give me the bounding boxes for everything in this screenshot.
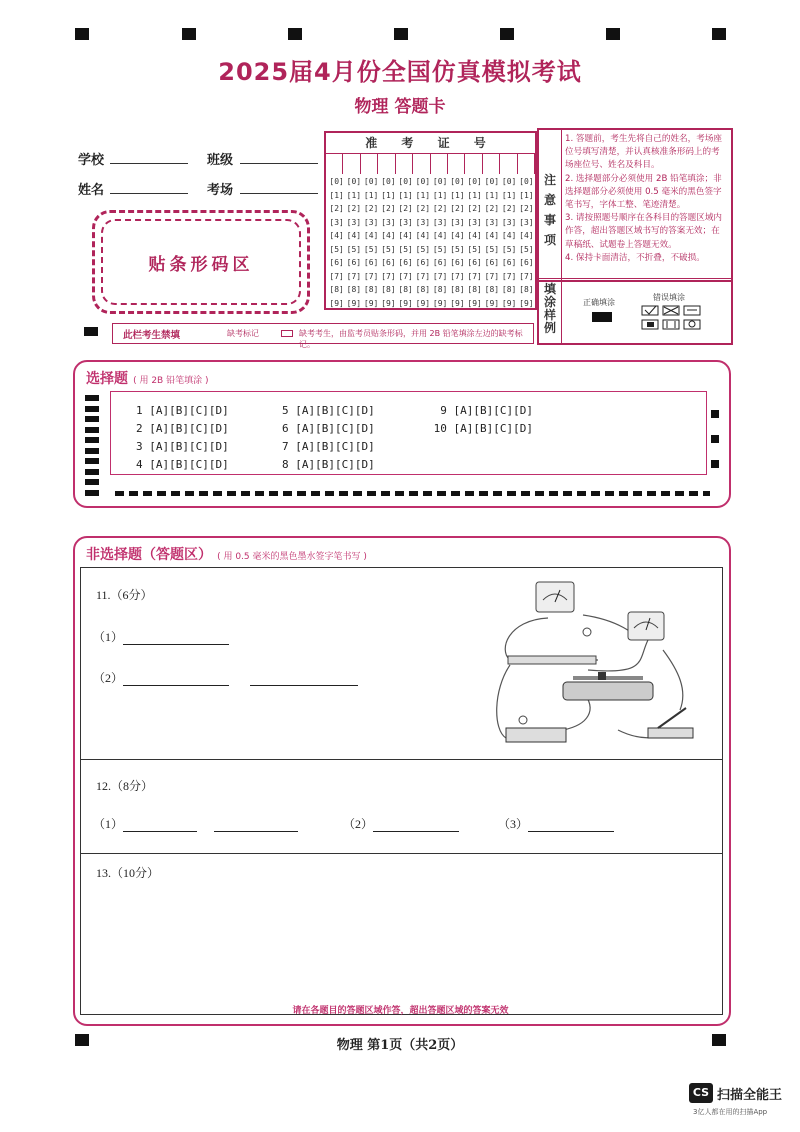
page-title: 2025届4月份全国仿真模拟考试	[218, 58, 582, 86]
exam-id-bubble[interactable]: [9]	[346, 298, 362, 308]
exam-id-bubble[interactable]: [0]	[501, 177, 517, 186]
choice-item[interactable]: 5 [A][B][C][D]	[282, 404, 375, 417]
school-label: 学校	[78, 153, 105, 168]
exam-id-bubble[interactable]: [9]	[519, 298, 534, 308]
exam-id-bubble[interactable]: [9]	[415, 298, 431, 308]
exam-id-bubble[interactable]: [4]	[484, 231, 500, 240]
exam-id-bubble[interactable]: [6]	[346, 258, 362, 267]
correct-fill-icon	[592, 312, 612, 322]
correct-fill-label: 正确填涂	[583, 298, 615, 307]
exam-id-bubble[interactable]: [9]	[501, 298, 517, 308]
choice-item[interactable]: 9 [A][B][C][D]	[440, 404, 533, 417]
exam-id-bubble[interactable]: [2]	[398, 204, 413, 213]
exam-id-bubble[interactable]: [4]	[432, 231, 448, 240]
exam-id-bubble[interactable]: [4]	[450, 231, 465, 240]
exam-id-bubble[interactable]: [4]	[329, 231, 344, 240]
exam-id-write-cell[interactable]	[396, 154, 413, 174]
exam-id-bubble[interactable]: [4]	[346, 231, 362, 240]
q12-part3-label: （3）	[498, 817, 529, 831]
exam-id-write-cell[interactable]	[413, 154, 430, 174]
exam-id-bubble[interactable]: [8]	[329, 285, 344, 294]
note-line: 2. 选择题部分必须使用 2B 铅笔填涂；非选择题部分必须使用 0.5 毫米的黑色签字笔书写，字体工整、笔迹清楚。	[565, 173, 722, 211]
timing-mark	[75, 28, 89, 40]
exam-id-bubble[interactable]: [3]	[467, 217, 482, 227]
q12-part2-label: （2）	[343, 817, 374, 831]
exam-id-bubble[interactable]: [3]	[381, 217, 396, 227]
exam-id-digit-row	[328, 177, 535, 191]
exam-id-write-cell[interactable]	[483, 154, 500, 174]
exam-id-bubble[interactable]: [6]	[519, 258, 534, 267]
exam-id-bubble[interactable]: [0]	[398, 177, 413, 186]
choice-title: 选择题	[86, 371, 128, 387]
exam-id-write-cell[interactable]	[465, 154, 482, 174]
exam-id-bubble[interactable]: [0]	[484, 177, 500, 186]
exam-id-bubbles[interactable]	[328, 177, 535, 312]
exam-id-write-cell[interactable]	[448, 154, 465, 174]
q12-label: 12.（8分）	[96, 779, 154, 793]
answer-blank[interactable]	[123, 673, 229, 686]
exam-id-bubble[interactable]: [7]	[432, 271, 448, 281]
banned-label: 此栏考生禁填	[123, 330, 181, 341]
exam-id-bubble[interactable]: [5]	[329, 244, 344, 254]
exam-id-write-cells[interactable]	[326, 154, 535, 174]
exam-id-bubble[interactable]: [1]	[519, 190, 534, 200]
exam-id-write-cell[interactable]	[431, 154, 448, 174]
exam-id-bubble[interactable]: [1]	[398, 190, 413, 200]
exam-id-bubble[interactable]: [8]	[432, 285, 448, 294]
exam-id-write-cell[interactable]	[343, 154, 360, 174]
exam-id-digit-row	[328, 204, 535, 218]
scanner-name: 扫描全能王	[717, 1088, 783, 1103]
answer-blank[interactable]	[214, 819, 298, 832]
note-line: 1. 答题前，考生先将自己的姓名，考场座位号填写清楚，并认真核准条形码上的考场座位号、姓名及科目。	[565, 134, 723, 171]
room-label: 考场	[207, 183, 234, 198]
exam-id-digit-row	[328, 231, 535, 245]
exam-id-bubble[interactable]: [7]	[381, 271, 396, 281]
choice-dash-track	[115, 491, 710, 496]
exam-id-bubble[interactable]: [7]	[467, 271, 482, 281]
timing-mark	[85, 427, 99, 433]
note-line: 4. 保持卡面清洁，不折叠，不破损。	[565, 252, 705, 263]
timing-mark	[182, 28, 196, 40]
school-field[interactable]	[110, 162, 188, 164]
exam-id-bubble[interactable]: [6]	[329, 258, 344, 267]
exam-id-bubble[interactable]: [2]	[381, 204, 396, 213]
exam-id-bubble[interactable]: [1]	[501, 190, 517, 200]
exam-id-bubble[interactable]: [0]	[467, 177, 482, 186]
exam-id-bubble[interactable]: [1]	[432, 190, 448, 200]
exam-id-bubble[interactable]: [7]	[415, 271, 431, 281]
question-divider	[81, 853, 722, 854]
exam-id-bubble[interactable]: [3]	[450, 217, 465, 227]
exam-id-bubble[interactable]: [3]	[432, 217, 448, 227]
notes-text	[565, 133, 728, 265]
exam-id-bubble[interactable]: [9]	[450, 298, 465, 308]
answer-blank[interactable]	[250, 673, 358, 686]
exam-id-bubble[interactable]: [2]	[484, 204, 500, 213]
exam-id-bubble[interactable]: [2]	[501, 204, 517, 213]
exam-id-digit-row	[328, 272, 535, 286]
exam-id-bubble[interactable]: [2]	[432, 204, 448, 213]
exam-id-bubble[interactable]: [3]	[415, 217, 431, 227]
choice-item[interactable]: 1 [A][B][C][D]	[136, 404, 229, 417]
exam-id-bubble[interactable]: [5]	[519, 244, 534, 254]
nonchoice-note: ( 用 0.5 毫米的黑色墨水签字笔书写 )	[217, 552, 367, 562]
exam-id-bubble[interactable]: [7]	[398, 271, 413, 281]
q12-parts	[93, 815, 614, 832]
exam-id-bubble[interactable]: [9]	[381, 298, 396, 308]
exam-id-write-cell[interactable]	[518, 154, 535, 174]
choice-item[interactable]: 7 [A][B][C][D]	[282, 440, 375, 453]
class-label: 班级	[207, 153, 234, 168]
exam-id-bubble[interactable]: [2]	[415, 204, 431, 213]
choice-note: ( 用 2B 铅笔填涂 )	[133, 376, 209, 386]
exam-id-bubble[interactable]: [4]	[415, 231, 431, 240]
exam-id-bubble[interactable]: [0]	[329, 177, 344, 186]
exam-id-bubble[interactable]: [3]	[484, 217, 500, 227]
exam-id-bubble[interactable]: [6]	[450, 258, 465, 267]
exam-id-bubble[interactable]: [8]	[501, 285, 517, 294]
timing-mark	[711, 460, 719, 468]
choice-item[interactable]: 6 [A][B][C][D]	[282, 422, 375, 435]
exam-id-digit-row	[328, 299, 535, 313]
exam-id-bubble[interactable]: [7]	[346, 271, 362, 281]
timing-mark	[500, 28, 514, 40]
exam-id-digit-row	[328, 285, 535, 299]
exam-id-bubble[interactable]: [8]	[467, 285, 482, 294]
answer-blank[interactable]	[528, 819, 614, 832]
timing-mark	[394, 28, 408, 40]
exam-id-bubble[interactable]: [1]	[484, 190, 500, 200]
wrong-fill-label: 错误填涂	[653, 293, 685, 302]
name-label: 姓名	[78, 183, 105, 198]
exam-id-bubble[interactable]: [5]	[415, 244, 431, 254]
barcode-label: 贴条形码区	[101, 219, 301, 305]
exam-id-bubble[interactable]: [0]	[346, 177, 362, 186]
exam-id-bubble[interactable]: [2]	[329, 204, 344, 213]
exam-id-write-cell[interactable]	[326, 154, 343, 174]
exam-id-bubble[interactable]: [5]	[363, 244, 379, 254]
exam-id-bubble[interactable]: [6]	[415, 258, 431, 267]
q11-label: 11.（6分）	[96, 588, 153, 602]
exam-id-bubble[interactable]: [3]	[519, 217, 534, 227]
q13-label: 13.（10分）	[96, 866, 160, 880]
exam-id-bubble[interactable]: [8]	[363, 285, 379, 294]
exam-id-bubble[interactable]: [0]	[363, 177, 379, 186]
timing-mark	[85, 458, 99, 464]
exam-id-bubble[interactable]: [7]	[484, 271, 500, 281]
exam-id-bubble[interactable]: [6]	[501, 258, 517, 267]
exam-id-bubble[interactable]: [1]	[381, 190, 396, 200]
exam-id-bubble[interactable]: [6]	[363, 258, 379, 267]
exam-id-bubble[interactable]: [5]	[432, 244, 448, 254]
banned-strip	[112, 323, 534, 349]
choice-item[interactable]: 4 [A][B][C][D]	[136, 458, 229, 471]
exam-id-bubble[interactable]: [6]	[484, 258, 500, 267]
exam-id-bubble[interactable]: [4]	[398, 231, 413, 240]
exam-id-bubble[interactable]: [0]	[381, 177, 396, 186]
exam-id-bubble[interactable]: [3]	[346, 217, 362, 227]
choice-header	[86, 368, 208, 388]
exam-id-bubble[interactable]: [5]	[381, 244, 396, 254]
exam-id-bubble[interactable]: [4]	[467, 231, 482, 240]
exam-id-bubble[interactable]: [5]	[501, 244, 517, 254]
exam-id-bubble[interactable]: [2]	[450, 204, 465, 213]
exam-id-bubble[interactable]: [9]	[329, 298, 344, 308]
exam-id-bubble[interactable]: [2]	[363, 204, 379, 213]
answer-blank[interactable]	[123, 632, 229, 645]
absent-note: 缺考考生，由监考员贴条形码，并用 2B 铅笔填涂左边的缺考标记。	[299, 329, 523, 349]
q11-part2-label: （2）	[93, 671, 124, 685]
exam-id-write-cell[interactable]	[378, 154, 395, 174]
exam-id-digit-row	[328, 218, 535, 232]
timing-mark	[85, 395, 99, 401]
exam-id-bubble[interactable]: [4]	[519, 231, 534, 240]
room-field[interactable]	[240, 192, 318, 194]
exam-id-bubble[interactable]: [8]	[519, 285, 534, 294]
exam-id-bubble[interactable]: [5]	[467, 244, 482, 254]
exam-id-bubble[interactable]: [2]	[519, 204, 534, 213]
exam-id-title: 准 考 证 号	[326, 133, 535, 154]
exam-id-bubble[interactable]: [1]	[329, 190, 344, 200]
answer-area-warning: 请在各题目的答题区域作答，超出答题区域的答案无效	[292, 1006, 509, 1016]
choice-item[interactable]: 10 [A][B][C][D]	[433, 422, 533, 435]
exam-id-bubble[interactable]: [0]	[519, 177, 534, 186]
exam-id-bubble[interactable]: [9]	[467, 298, 482, 308]
exam-id-bubble[interactable]: [1]	[415, 190, 431, 200]
question-divider	[81, 759, 722, 760]
exam-id-bubble[interactable]: [1]	[467, 190, 482, 200]
exam-id-bubble[interactable]: [9]	[398, 298, 413, 308]
exam-id-bubble[interactable]: [1]	[346, 190, 362, 200]
q11-part2	[93, 669, 358, 686]
page-subtitle: 物理 答题卡	[354, 97, 446, 117]
exam-id-bubble[interactable]: [4]	[501, 231, 517, 240]
timing-mark	[85, 469, 99, 475]
choice-item[interactable]: 2 [A][B][C][D]	[136, 422, 229, 435]
absent-bubble[interactable]	[281, 330, 293, 337]
exam-id-grid	[324, 131, 537, 310]
exam-id-bubble[interactable]: [2]	[467, 204, 482, 213]
exam-id-bubble[interactable]: [8]	[381, 285, 396, 294]
answer-blank[interactable]	[373, 819, 459, 832]
answer-blank[interactable]	[123, 819, 197, 832]
exam-id-bubble[interactable]: [7]	[501, 271, 517, 281]
barcode-area	[92, 210, 310, 314]
nonchoice-title: 非选择题（答题区）	[86, 547, 212, 563]
absent-mark-box[interactable]	[84, 327, 98, 336]
fill-sample-panel	[537, 278, 733, 345]
timing-mark	[288, 28, 302, 40]
circuit-diagram	[488, 580, 718, 750]
exam-id-bubble[interactable]: [8]	[450, 285, 465, 294]
exam-id-bubble[interactable]: [3]	[501, 217, 517, 227]
exam-id-bubble[interactable]: [0]	[450, 177, 465, 186]
exam-id-write-cell[interactable]	[361, 154, 378, 174]
exam-id-bubble[interactable]: [7]	[329, 271, 344, 281]
exam-id-digit-row	[328, 258, 535, 272]
exam-id-bubble[interactable]: [3]	[398, 217, 413, 227]
exam-id-digit-row	[328, 245, 535, 259]
exam-id-bubble[interactable]: [4]	[363, 231, 379, 240]
exam-id-digit-row	[328, 191, 535, 205]
wrong-fill-icons	[641, 305, 703, 333]
q11-part1-label: （1）	[93, 630, 124, 644]
exam-id-bubble[interactable]: [9]	[432, 298, 448, 308]
exam-id-bubble[interactable]: [9]	[484, 298, 500, 308]
page-footer: 物理 第1页（共2页）	[336, 1038, 464, 1053]
choice-column-2	[282, 402, 375, 474]
absent-label: 缺考标记	[227, 329, 259, 338]
exam-id-bubble[interactable]: [0]	[432, 177, 448, 186]
choice-item[interactable]: 8 [A][B][C][D]	[282, 458, 375, 471]
exam-id-bubble[interactable]: [8]	[415, 285, 431, 294]
exam-id-bubble[interactable]: [5]	[398, 244, 413, 254]
exam-id-write-cell[interactable]	[500, 154, 517, 174]
exam-id-bubble[interactable]: [0]	[415, 177, 431, 186]
exam-id-bubble[interactable]: [6]	[398, 258, 413, 267]
notes-panel	[537, 128, 733, 282]
exam-id-bubble[interactable]: [7]	[450, 271, 465, 281]
choice-column-1	[136, 402, 229, 474]
timing-mark	[85, 490, 99, 496]
timing-mark	[85, 406, 99, 412]
scanner-tagline: 3亿人都在用的扫描App	[693, 1108, 768, 1116]
exam-id-bubble[interactable]: [7]	[363, 271, 379, 281]
note-line: 3. 请按照题号顺序在各科目的答题区域内作答，超出答题区域书写的答案无效；在草稿纸、试题卷上答题无效。	[565, 213, 723, 250]
exam-id-bubble[interactable]: [7]	[519, 271, 534, 281]
nonchoice-header	[86, 544, 367, 564]
exam-id-bubble[interactable]: [9]	[363, 298, 379, 308]
timing-mark	[606, 28, 620, 40]
timing-mark	[85, 437, 99, 443]
exam-id-bubble[interactable]: [2]	[346, 204, 362, 213]
exam-id-bubble[interactable]: [8]	[398, 285, 413, 294]
exam-id-bubble[interactable]: [6]	[467, 258, 482, 267]
exam-id-bubble[interactable]: [3]	[329, 217, 344, 227]
exam-id-bubble[interactable]: [5]	[450, 244, 465, 254]
scanner-logo: CS	[689, 1083, 713, 1103]
name-field[interactable]	[110, 192, 188, 194]
q11-part1	[93, 628, 229, 645]
exam-id-bubble[interactable]: [5]	[484, 244, 500, 254]
timing-mark	[85, 416, 99, 422]
exam-id-bubble[interactable]: [4]	[381, 231, 396, 240]
exam-id-bubble[interactable]: [3]	[363, 217, 379, 227]
notes-label: 注 意 事 项	[539, 130, 562, 280]
exam-id-bubble[interactable]: [1]	[450, 190, 465, 200]
q12-part1-label: （1）	[93, 817, 124, 831]
choice-column-3	[423, 402, 533, 438]
exam-id-bubble[interactable]: [8]	[484, 285, 500, 294]
exam-id-bubble[interactable]: [5]	[346, 244, 362, 254]
exam-id-bubble[interactable]: [6]	[381, 258, 396, 267]
class-field[interactable]	[240, 162, 318, 164]
timing-mark	[85, 448, 99, 454]
exam-id-bubble[interactable]: [1]	[363, 190, 379, 200]
choice-item[interactable]: 3 [A][B][C][D]	[136, 440, 229, 453]
timing-mark	[712, 28, 726, 40]
timing-mark	[711, 410, 719, 418]
exam-id-bubble[interactable]: [6]	[432, 258, 448, 267]
timing-mark	[711, 435, 719, 443]
timing-mark	[85, 479, 99, 485]
exam-id-bubble[interactable]: [8]	[346, 285, 362, 294]
fill-sample-label: 填 涂 样 例	[539, 279, 562, 343]
